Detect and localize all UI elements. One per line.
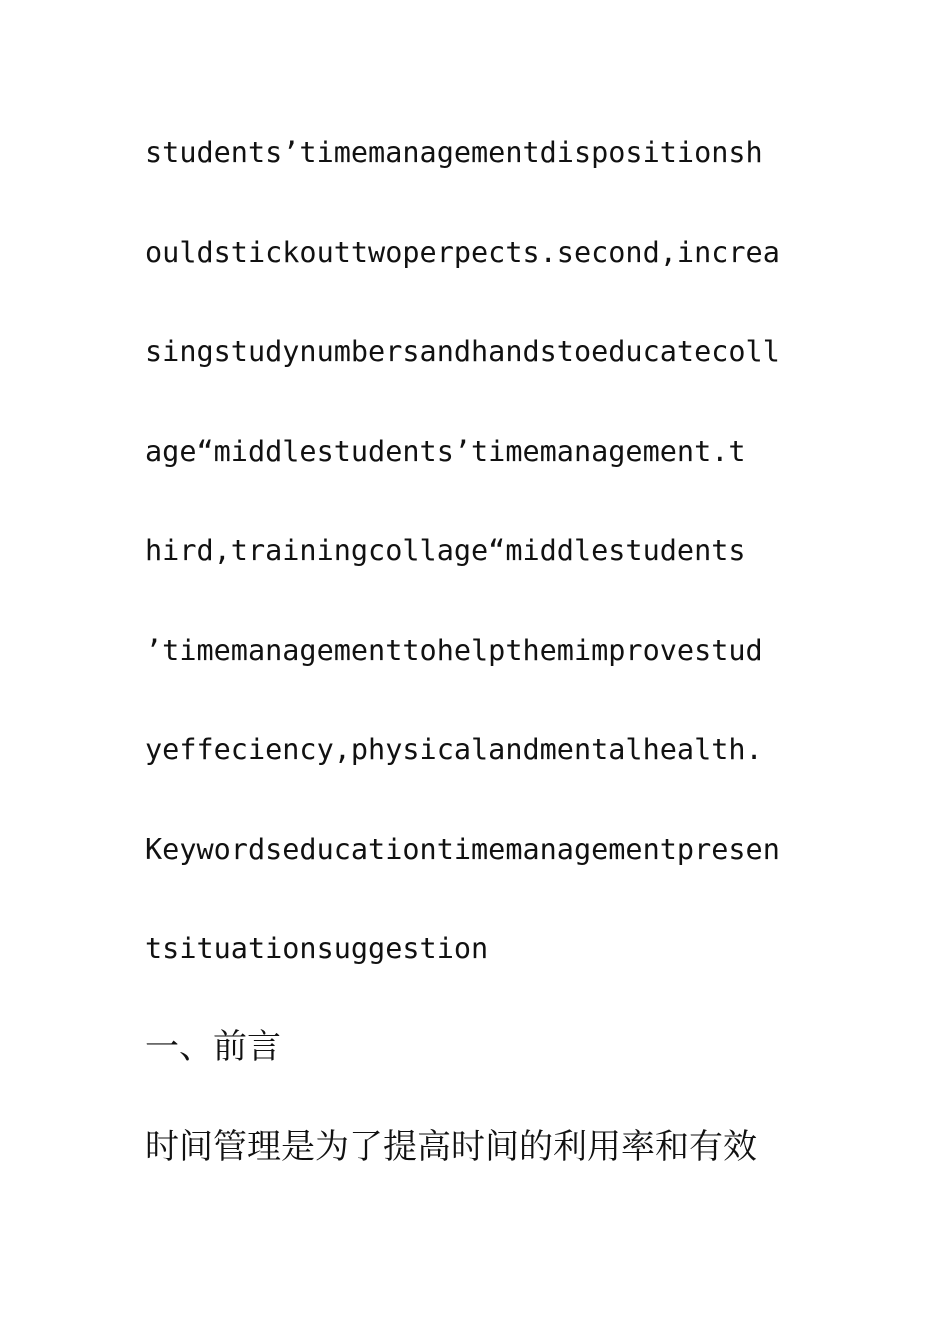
text-line: singstudynumbersandhandstoeducatecoll [145, 335, 780, 368]
keywords-line: Keywordseducationtimemanagementpresen [145, 832, 780, 866]
section-heading: 一、前言 [145, 1027, 281, 1067]
text-line: ouldstickouttwoperpects.second,increa [145, 235, 780, 269]
chinese-paragraph: 时间管理是为了提高时间的利用率和有效 [145, 1127, 757, 1167]
text-line: age“middlestudents’timemanagement.t [145, 434, 746, 468]
keywords-line: tsituationsuggestion [145, 932, 489, 965]
text-line: students’timemanagementdispositionsh [145, 136, 763, 169]
text-line: yeffeciency,physicalandmentalhealth. [145, 733, 763, 766]
text-line: hird,trainingcollage“middlestudents [145, 534, 746, 567]
english-abstract-text [145, 128, 805, 1024]
text-line: ’timemanagementtohelpthemimprovestud [145, 633, 763, 667]
